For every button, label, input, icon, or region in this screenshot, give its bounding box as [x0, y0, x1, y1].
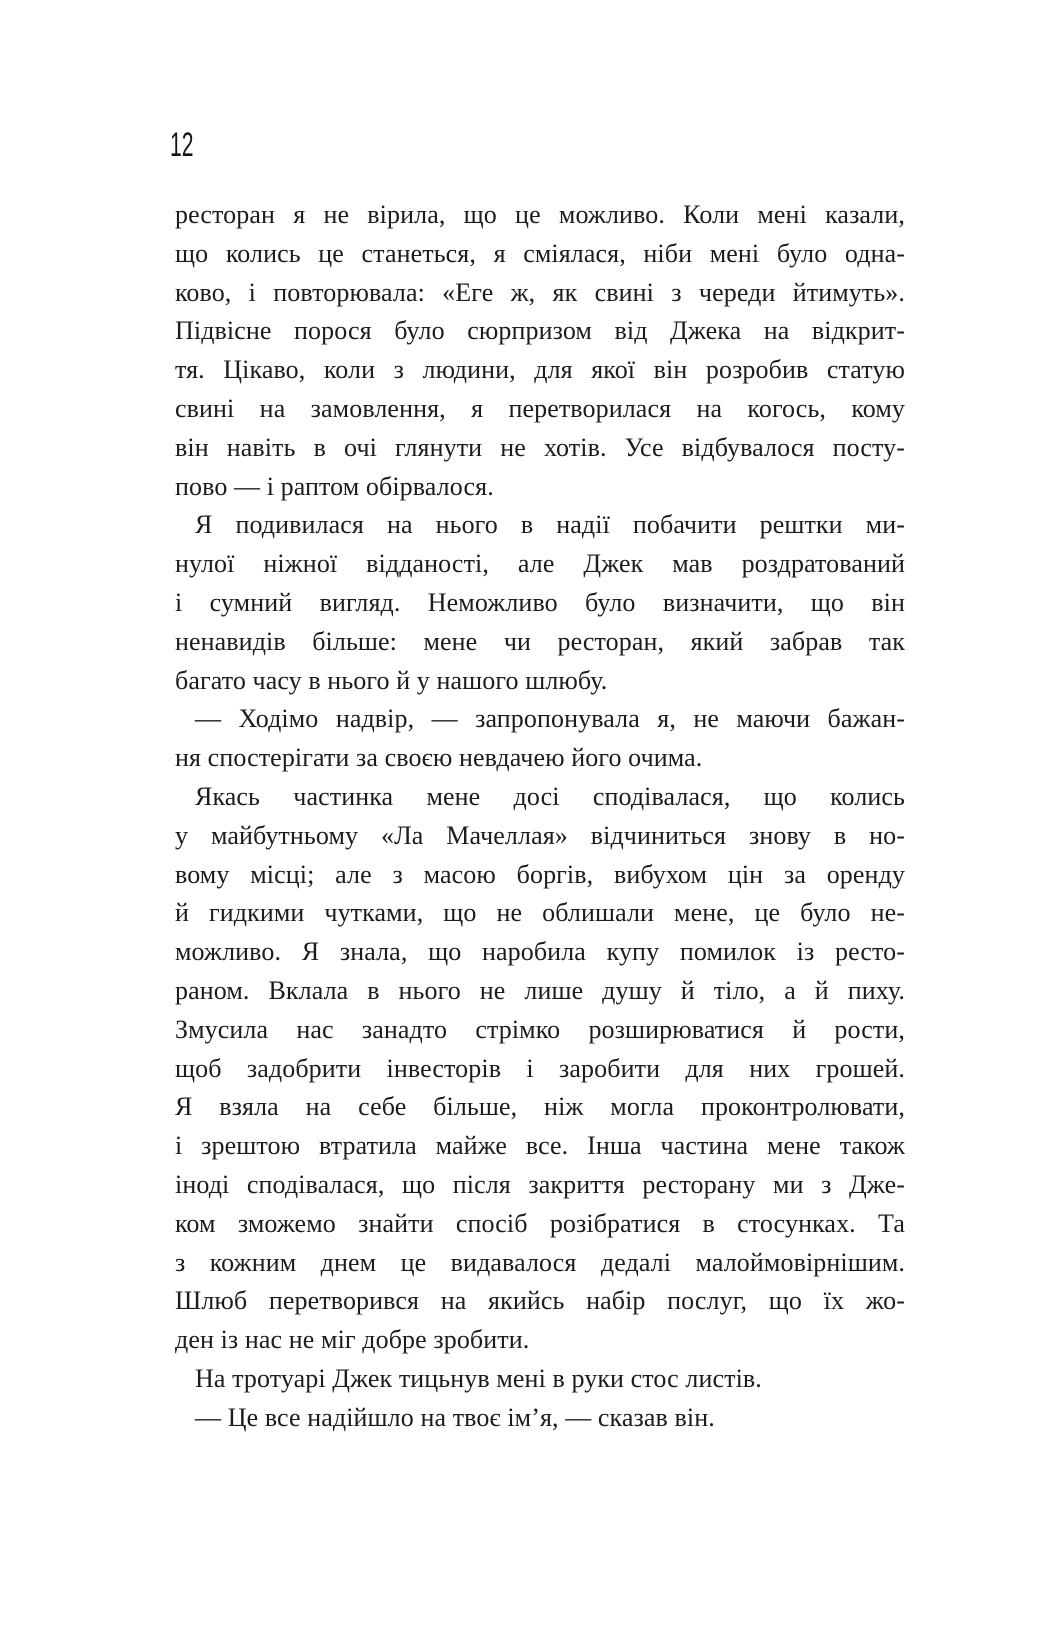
text-line: вому місці; але з масою боргів, вибухом цін за оренду: [175, 859, 905, 889]
text-line: він навіть в очі глянути не хотів. Усе відбувалося посту-: [175, 432, 905, 462]
text-line: Я подивилася на нього в надії побачити рештки ми-: [195, 510, 905, 540]
text-line: нулої ніжної відданості, але Джек мав роздратований: [175, 549, 905, 579]
paragraph: [175, 196, 905, 506]
text-line: з кожним днем це видавалося дедалі малоймовірнішим.: [175, 1247, 905, 1277]
text-line: — Ходімо надвір, — запропонувала я, не маючи бажан-: [195, 704, 905, 734]
text-line: Якась частинка мене досі сподівалася, що колись: [195, 781, 905, 811]
text-line: й гидкими чутками, що не облишали мене, це було не-: [175, 898, 905, 928]
text-line: ненавидів більше: мене чи ресторан, який забрав так: [175, 626, 905, 656]
text-line: Шлюб перетворився на якийсь набір послуг, що їх жо-: [175, 1286, 905, 1316]
text-line: ково, і повторювала: «Еге ж, як свині з череди йтимуть».: [175, 277, 905, 307]
paragraph: [175, 1360, 905, 1399]
text-line: ресторан я не вірила, що це можливо. Коли мені казали,: [175, 200, 905, 229]
text-line: і сумний вигляд. Неможливо було визначити, що він: [175, 587, 905, 617]
text-line: пово — і раптом обірвалося.: [175, 471, 494, 501]
paragraph: [175, 700, 905, 778]
text-line: раном. Вклала в нього не лише душу й тіло, а й пиху.: [175, 975, 905, 1005]
text-line: Змусила нас занадто стрімко розширюватися й рости,: [175, 1014, 905, 1044]
text-line: у майбутньому «Ла Мачеллая» відчиниться знову в но-: [175, 820, 905, 850]
text-line: іноді сподівалася, що після закриття ресторану ми з Дже-: [175, 1169, 905, 1199]
paragraph: [175, 1399, 905, 1438]
paragraph: [175, 506, 905, 700]
text-line: багато часу в нього й у нашого шлюбу.: [175, 665, 608, 695]
text-line: щоб задобрити інвесторів і заробити для них грошей.: [175, 1053, 905, 1083]
text-line: ком зможемо знайти спосіб розібратися в стосунках. Та: [175, 1208, 905, 1238]
text-line: На тротуарі Джек тицьнув мені в руки стос листів.: [195, 1363, 762, 1393]
text-line: ня спостерігати за своєю невдачею його очима.: [175, 743, 703, 773]
text-line: і зрештою втратила майже все. Інша частина мене також: [175, 1131, 905, 1161]
page-number: 12: [170, 126, 194, 164]
text-line: що колись це станеться, я сміялася, ніби мені було одна-: [175, 238, 905, 268]
body-text: [175, 196, 905, 1438]
text-line: можливо. Я знала, що наробила купу помилок із ресто-: [175, 937, 905, 967]
text-line: Я взяла на себе більше, ніж могла проконтролювати,: [175, 1092, 905, 1122]
text-line: Підвісне порося було сюрпризом від Джека на відкрит-: [175, 316, 905, 346]
text-line: ден із нас не міг добре зробити.: [175, 1325, 530, 1355]
text-line: — Це все надійшло на твоє ім’я, — сказав він.: [195, 1402, 715, 1432]
text-line: свині на замовлення, я перетворилася на когось, кому: [175, 393, 905, 423]
paragraph: [175, 778, 905, 1360]
text-line: тя. Цікаво, коли з людини, для якої він розробив статую: [175, 355, 905, 385]
